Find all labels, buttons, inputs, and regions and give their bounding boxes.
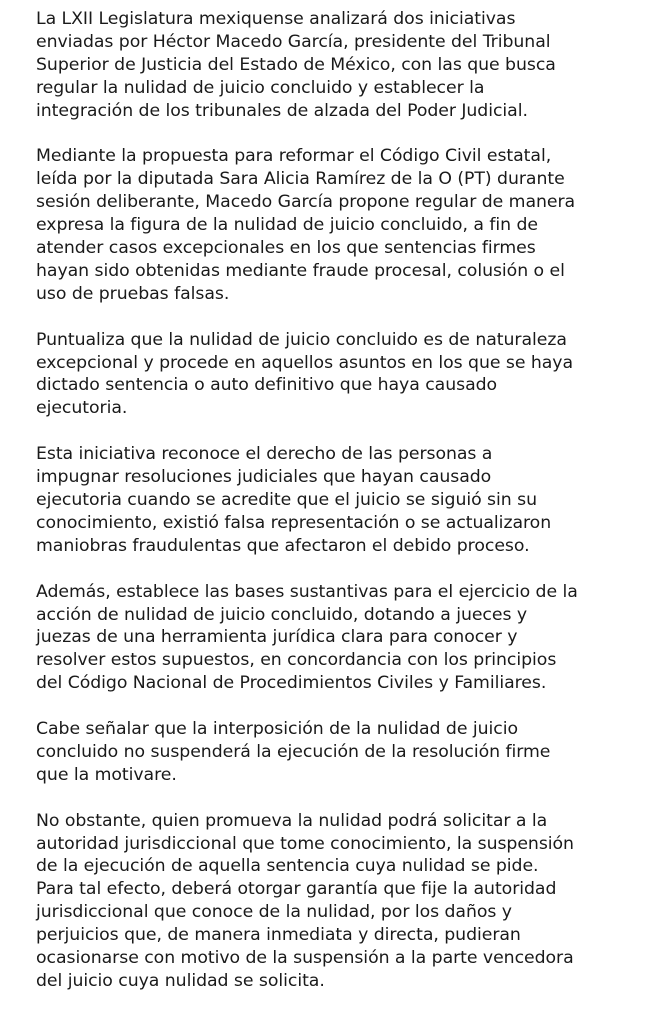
paragraph-7: No obstante, quien promueva la nulidad podrá solicitar a la autoridad jurisdiccional que tome conocimiento, la suspensión de la ejecución de aquella sentencia cuya nulidad se pide. Para tal efecto, deberá otorgar garantía que fije la autoridad jurisdiccional que conoce de la nulidad, por los daños y perjuicios que, de manera inmediata y directa, pudieran ocasionarse con motivo de la suspensión a la parte vencedora del juicio cuya nulidad se solicita. — [36, 810, 574, 991]
paragraph-3: Puntualiza que la nulidad de juicio concluido es de naturaleza excepcional y procede en aquellos asuntos en los que se haya dictado sentencia o auto definitivo que haya causado ejecutoria. — [36, 329, 574, 419]
paragraph-5: Además, establece las bases sustantivas para el ejercicio de la acción de nulidad de juicio concluido, dotando a jueces y juezas de una herramienta jurídica clara para conocer y resolver estos supuestos, en concordancia con los principios del Código Nacional de Procedimientos Civiles y Familiares. — [36, 581, 578, 694]
article-body — [36, 8, 630, 993]
paragraph-2: Mediante la propuesta para reformar el Código Civil estatal, leída por la diputada Sara Alicia Ramírez de la O (PT) durante sesión deliberante, Macedo García propone regular de manera expresa la figura de la nulidad de juicio concluido, a fin de atender casos excepcionales en los que sentencias firmes hayan sido obtenidas mediante fraude procesal, colusión o el uso de pruebas falsas. — [36, 146, 576, 304]
paragraph-1: La LXII Legislatura mexiquense analizará dos iniciativas enviadas por Héctor Macedo García, presidente del Tribunal Superior de Justicia del Estado de México, con las que busca regular la nulidad de juicio concluido y establecer la integración de los tribunales de alzada del Poder Judicial. — [36, 9, 556, 121]
paragraph-4: Esta iniciativa reconoce el derecho de las personas a impugnar resoluciones judiciales que hayan causado ejecutoria cuando se acredite que el juicio se siguió sin su conocimiento, existió falsa representación o se actualizaron maniobras fraudulentas que afectaron el debido proceso. — [36, 444, 552, 556]
paragraph-6: Cabe señalar que la interposición de la nulidad de juicio concluido no suspenderá la ejecución de la resolución firme que la motivare. — [36, 719, 551, 785]
